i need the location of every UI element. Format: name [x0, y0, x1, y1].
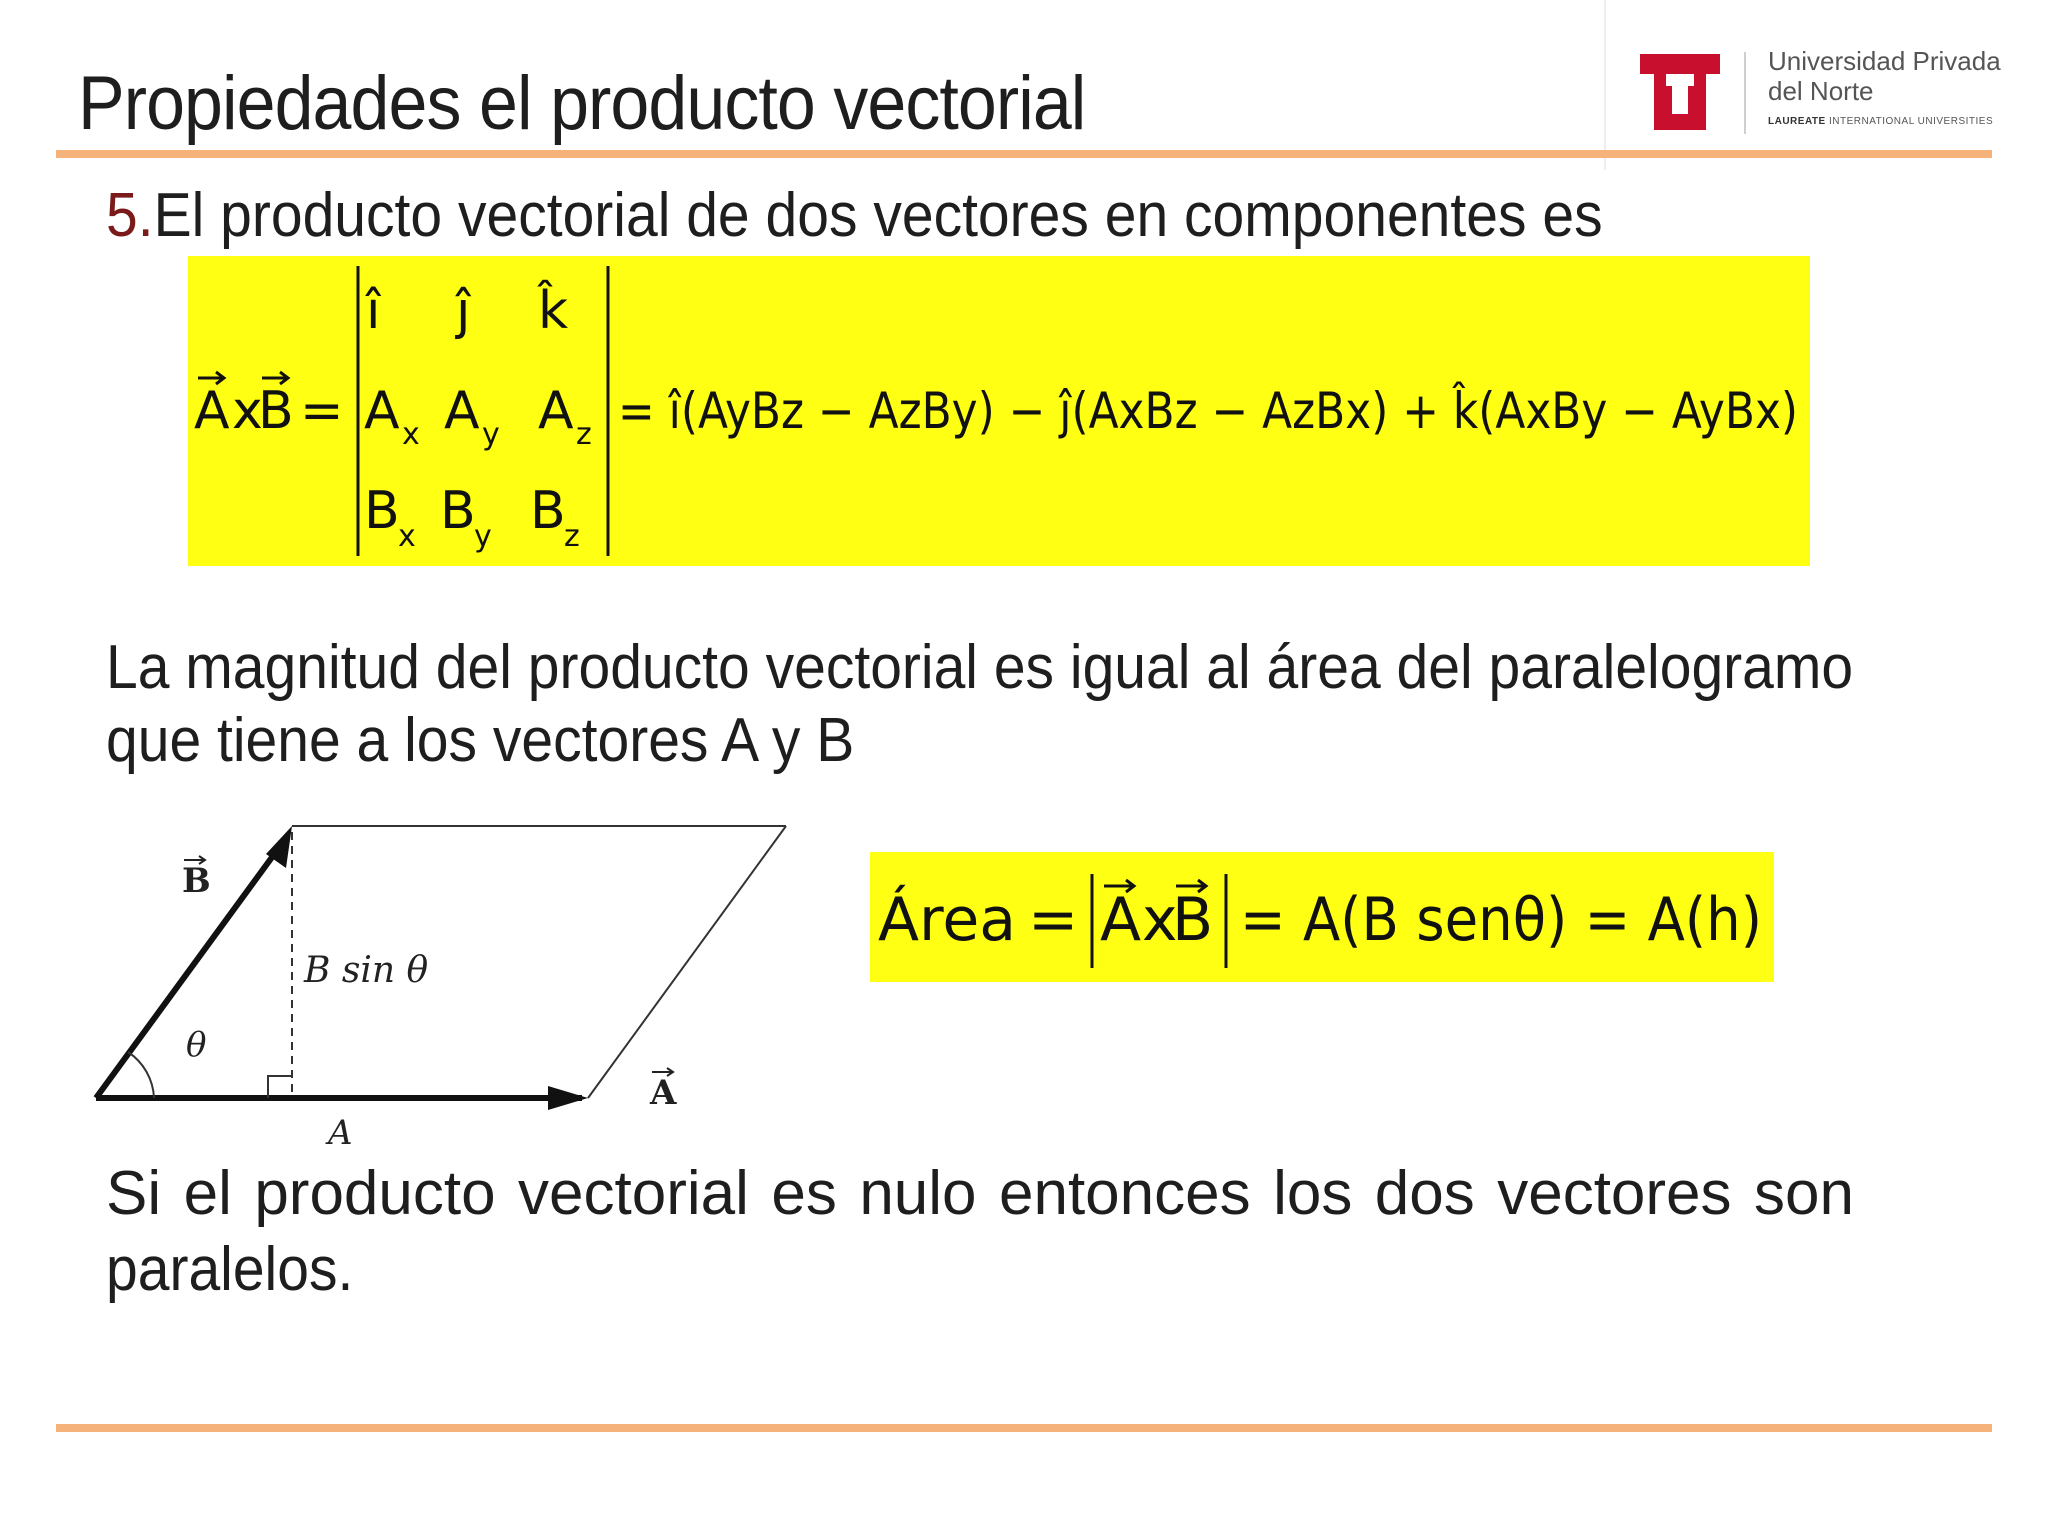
- closing-word: entonces: [998, 1159, 1251, 1228]
- det-row3-bx-sub: x: [398, 519, 416, 554]
- university-name-line2: del Norte: [1768, 76, 1874, 106]
- area-formula-box: [870, 852, 1774, 982]
- laureate-tagline: [1768, 116, 1993, 127]
- formula-equals: =: [300, 381, 344, 441]
- closing-word: vectorial: [518, 1159, 749, 1228]
- closing-word: producto: [254, 1159, 496, 1228]
- det-row3-bz-sub: z: [564, 519, 580, 554]
- det-row1-j: ĵ: [456, 281, 471, 341]
- area-formula: [870, 852, 1774, 982]
- closing-word: es: [771, 1159, 837, 1228]
- det-row3-bz: B: [530, 481, 566, 541]
- area-abs-a: A: [1100, 885, 1142, 955]
- parallelogram-diagram: [90, 812, 730, 1152]
- det-row2-az-sub: z: [576, 417, 592, 452]
- det-row2-ay-sub: y: [482, 417, 500, 452]
- page-title: Propiedades el producto vectorial: [78, 61, 1086, 146]
- parallelogram-right-side: [588, 826, 786, 1098]
- det-row2-az: A: [538, 381, 574, 441]
- closing-word: los: [1273, 1159, 1353, 1228]
- item-text: El producto vectorial de dos vectores en componentes es: [153, 181, 1603, 250]
- formula-lhs-x: x: [232, 381, 263, 441]
- det-row3-by-sub: y: [474, 519, 492, 554]
- header-rule: [56, 150, 1992, 158]
- theta-arc: [128, 1052, 154, 1098]
- university-logo: [1640, 44, 2020, 144]
- cross-product-formula: [188, 256, 1964, 566]
- laureate-tag-bold: LAUREATE: [1768, 116, 1826, 127]
- formula-lhs-a: A: [194, 381, 230, 441]
- closing-word: son: [1754, 1159, 1854, 1228]
- label-vector-b: B: [182, 861, 211, 901]
- header-divider: [1604, 0, 1606, 170]
- university-name-line1: Universidad Privada: [1768, 46, 2001, 76]
- laureate-tag-rest: INTERNATIONAL UNIVERSITIES: [1828, 116, 1994, 127]
- det-row1-i: î: [366, 281, 381, 341]
- item-number: 5.: [106, 181, 154, 250]
- area-prefix: Área: [878, 885, 1017, 955]
- det-row3-by: B: [440, 481, 476, 541]
- area-equals: =: [1028, 885, 1079, 955]
- university-logo-mark: [1640, 54, 1720, 130]
- label-theta: θ: [186, 1025, 207, 1065]
- label-vector-a: A: [650, 1073, 677, 1113]
- closing-word: Si: [106, 1159, 162, 1228]
- magnitude-paragraph-line1: La magnitud del producto vectorial es igual al área del paralelogramo: [106, 633, 1854, 702]
- university-name: [1768, 46, 2001, 106]
- closing-paragraph-line2: paralelos.: [106, 1235, 354, 1304]
- area-rest: = A(B senθ) = A(h): [1240, 885, 1762, 955]
- closing-word: dos: [1374, 1159, 1475, 1228]
- area-abs-x: x: [1142, 885, 1178, 955]
- magnitude-paragraph: [106, 632, 1853, 776]
- area-abs-b: B: [1172, 885, 1214, 955]
- cross-product-formula-box: [188, 256, 1964, 566]
- magnitude-paragraph-line2: que tiene a los vectores A y B: [106, 706, 855, 775]
- label-height: B sin θ: [304, 950, 429, 991]
- closing-word: nulo: [859, 1159, 977, 1228]
- closing-paragraph-line1: [106, 1158, 1854, 1229]
- vector-a-arrowhead: [548, 1086, 588, 1110]
- formula-expansion: = î(AyBz − AzBy) − ĵ(AxBz − AzBx) + k̂(AxBy − AyBx): [618, 382, 1964, 440]
- right-angle-marker: [268, 1076, 292, 1098]
- item-heading: [106, 180, 1603, 251]
- logo-separator: [1744, 52, 1746, 134]
- det-row2-ax: A: [364, 381, 400, 441]
- formula-lhs-b: B: [258, 381, 294, 441]
- det-row3-bx: B: [364, 481, 400, 541]
- det-row1-k: k̂: [538, 281, 569, 341]
- closing-word: el: [183, 1159, 232, 1228]
- det-row2-ay: A: [444, 381, 480, 441]
- closing-word: vectores: [1497, 1159, 1732, 1228]
- footer-rule: [56, 1424, 1992, 1432]
- det-row2-ax-sub: x: [402, 417, 420, 452]
- label-base-a: A: [328, 1113, 353, 1153]
